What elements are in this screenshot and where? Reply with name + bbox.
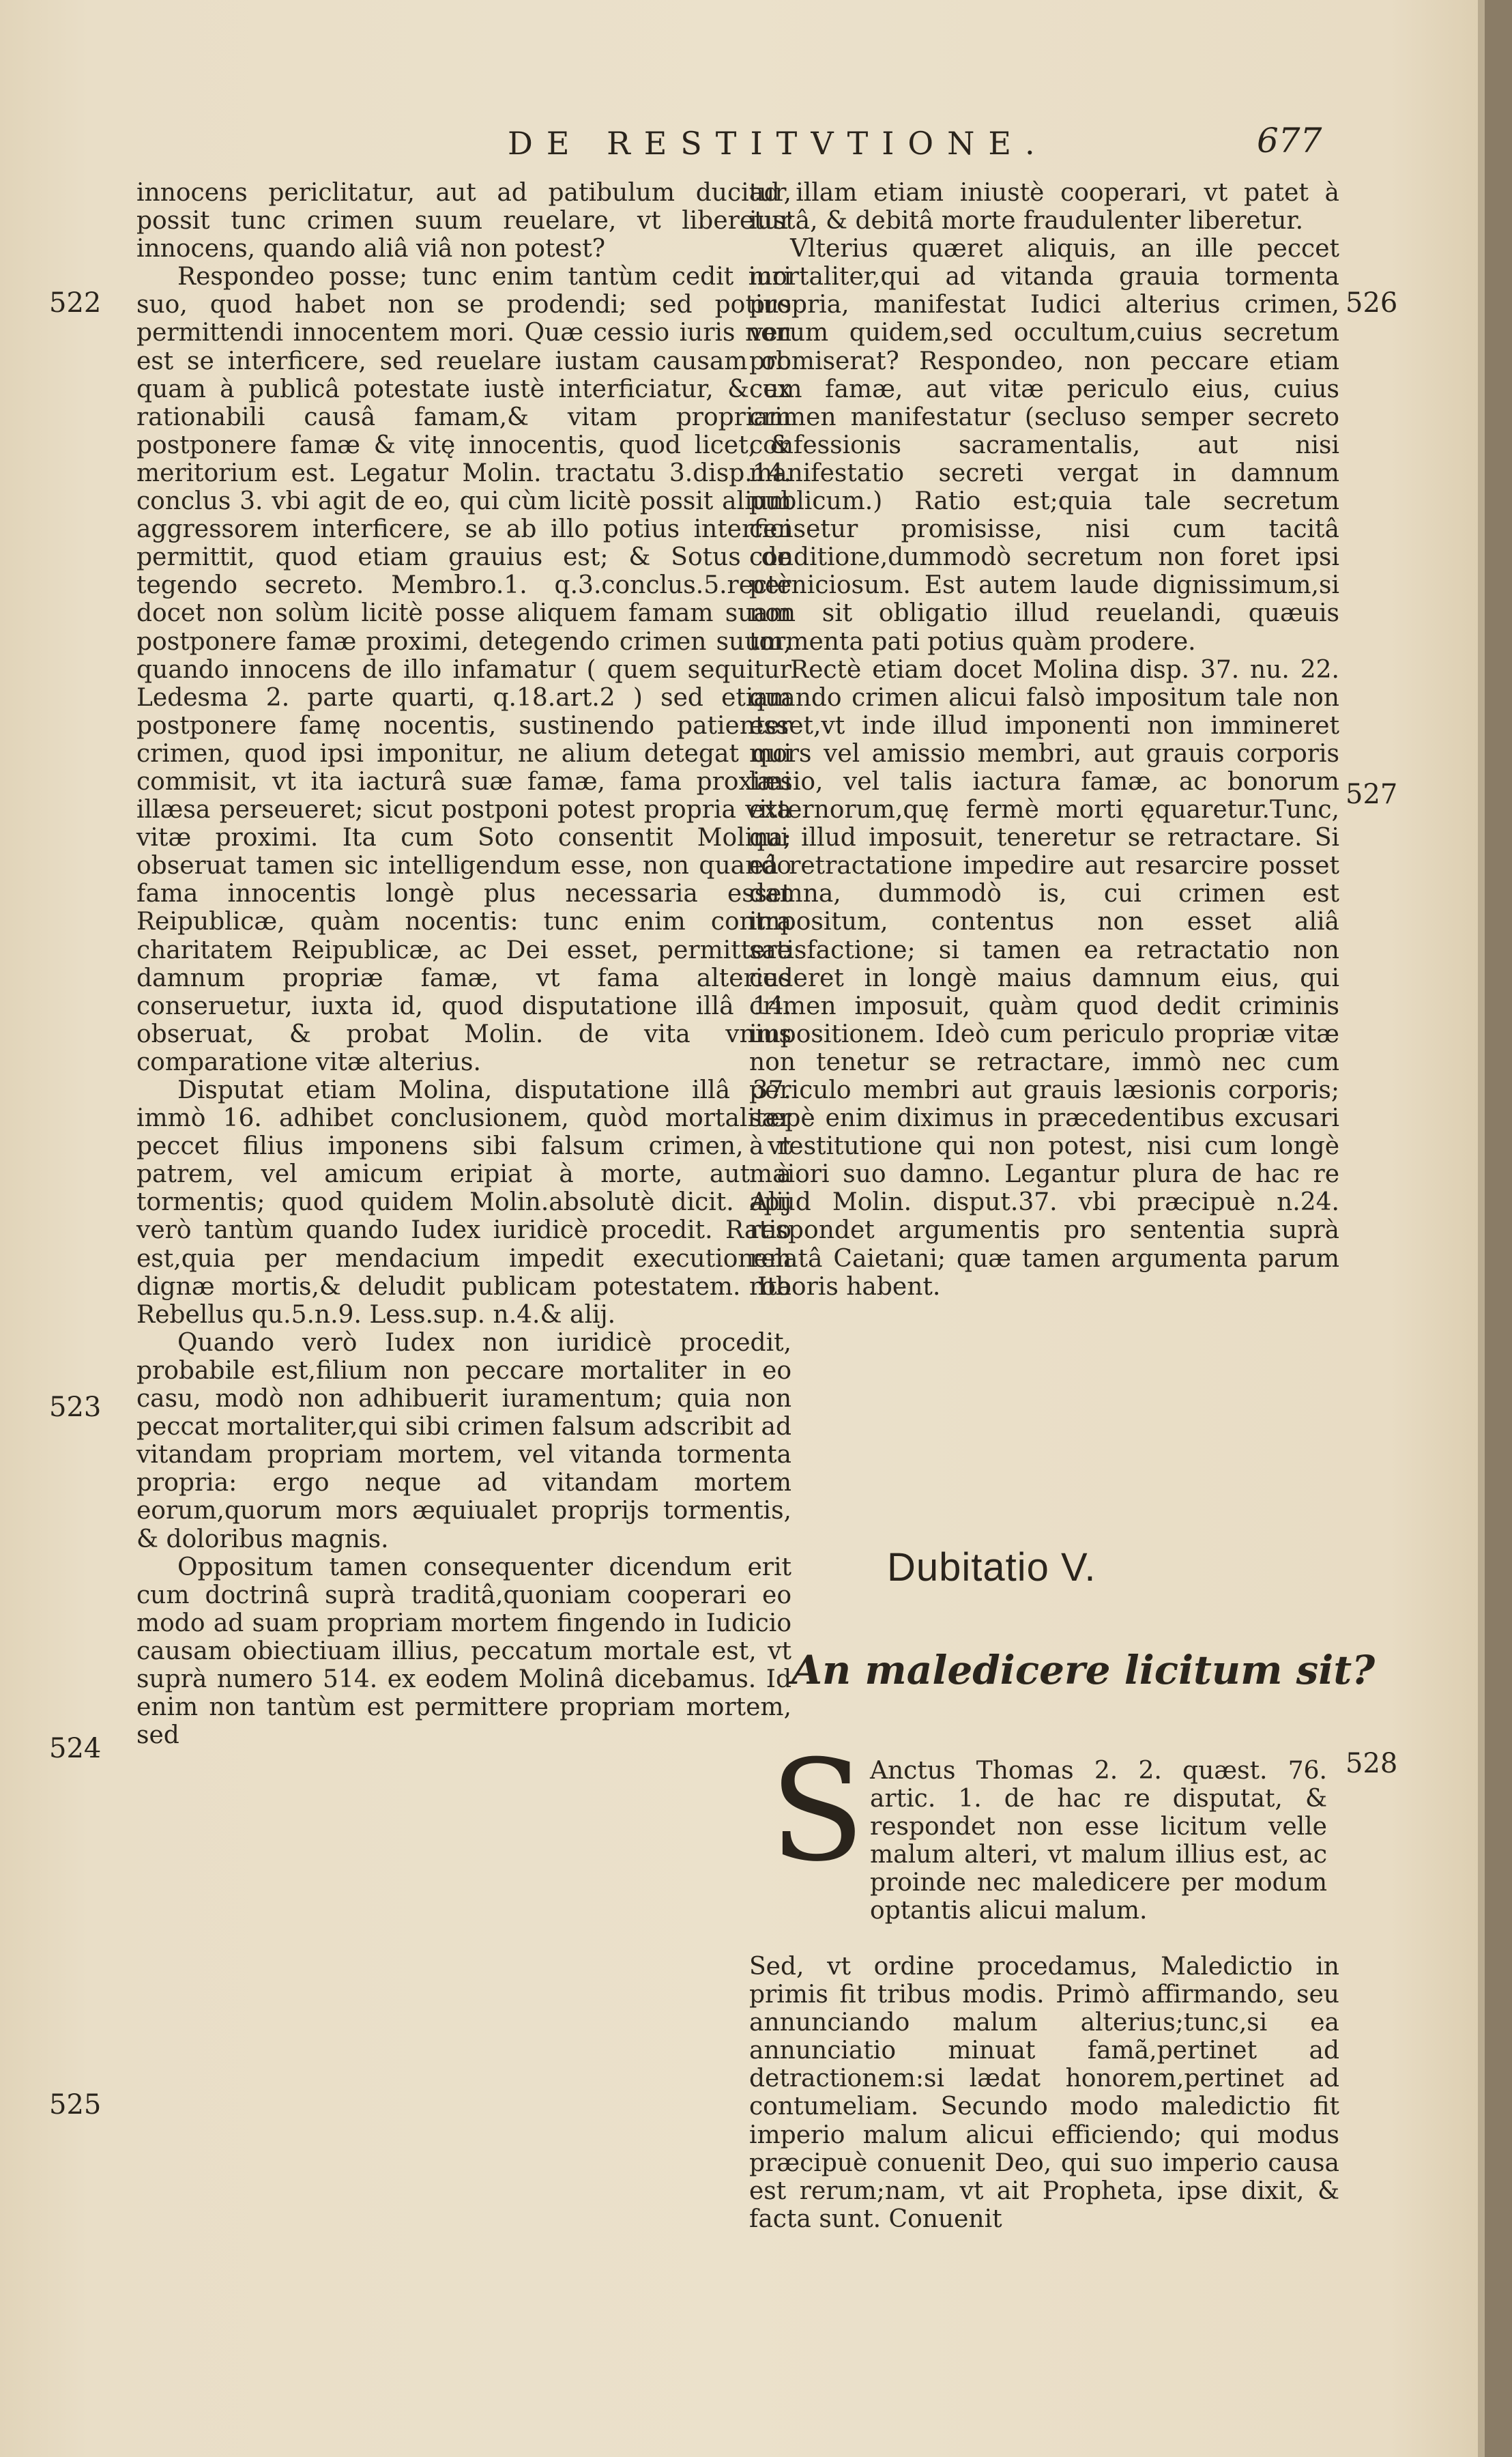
paragraph: Anctus Thomas 2. 2. quæst. 76. artic. 1. de hac re disputat, & respondet non esse licitum velle malum alteri, vt malum illius est, ac proinde nec maledicere per modum optantis alicui malum. — [870, 1757, 1327, 1925]
paragraph: Respondeo posse; tunc enim tantùm cedit iuri suo, quod habet non se prodendi; sed potius permittendi innocentem mori. Quæ cessio iuris non est se interficere, sed reuelare iustam causam ob quam à publicâ potestate iustè interficiatur, & ex rationabili causâ famam,& vitam propriam postponere famæ & vitę innocentis, quod licet, & meritorium est. Legatur Molin. tractatu 3.disp.14. conclus 3. vbi agit de eo, qui cùm licitè possit alium aggressorem interficere, se ab illo potius interfici permittit, quod etiam grauius est; & Sotus de tegendo secreto. Membro.1. q.3.conclus.5.rectè docet non solùm licitè posse aliquem famam suam postponere famæ proximi, detegendo crimen suum, quando innocens de illo infamatur ( quem sequitur Ledesma 2. parte quarti, q.18.art.2 ) sed etiam postponere famę nocentis, sustinendo patienter crimen, quod ipsi imponitur, ne alium detegat qui commisit, vt ita iacturâ suæ famæ, fama proximi illæsa perseueret; sicut postponi potest propria vita vitæ proximi. Ita cum Soto consentit Molina; obseruat tamen sic intelligendum esse, non quando fama innocentis longè plus necessaria esset Reipublicæ, quàm nocentis: tunc enim contra charitatem Reipublicæ, ac Dei esset, permittere damnum propriæ famæ, vt fama alterius conseruetur, iuxta id, quod disputatione illâ 14. obseruat, & probat Molin. de vita vnius comparatione vitæ alterius. — [136, 263, 791, 1076]
margin-number: 525 — [49, 2089, 102, 2121]
page-edge — [1478, 0, 1512, 2457]
section-question: An maledicere licitum sit? — [791, 1647, 1376, 1693]
margin-number: 524 — [49, 1733, 102, 1764]
page-number: 677 — [1257, 121, 1322, 160]
drop-cap: S — [770, 1731, 865, 1893]
margin-number: 527 — [1346, 779, 1398, 810]
paragraph: Oppositum tamen consequenter dicendum erit cum doctrinâ suprà traditâ,quoniam cooperari eo modo ad suam propriam mortem fingendo in Iudicio causam obiectiuam illius, peccatum mortale est, vt suprà numero 514. ex eodem Molinâ dicebamus. Id enim non tantùm est permittere propriam mortem, sed — [136, 1553, 791, 1750]
margin-number: 523 — [49, 1392, 102, 1423]
paragraph: ad illam etiam iniustè cooperari, vt patet à iustâ, & debitâ morte fraudulenter liberetur. — [749, 179, 1339, 235]
first-paragraph-rest — [749, 1953, 1339, 2233]
first-paragraph-lead — [870, 1757, 1327, 1925]
running-title: DE RESTITVTIONE. — [508, 125, 1049, 162]
right-column — [749, 179, 1339, 1301]
left-column — [136, 179, 791, 1749]
section-heading: Dubitatio V. — [887, 1545, 1096, 1590]
paragraph: Rectè etiam docet Molina disp. 37. nu. 22. quando crimen alicui falsò impositum tale non esset,vt inde illud imponenti non immineret mors vel amissio membri, aut grauis corporis læsio, vel talis iactura famæ, ac bonorum externorum,quę fermè morti ęquaretur.Tunc, qui illud imposuit, teneretur se retractare. Si eâ retractatione impedire aut resarcire posset damna, dummodò is, cui crimen est impositum, contentus non esset aliâ satisfactione; si tamen ea retractatio non cederet in longè maius damnum eius, qui crimen imposuit, quàm quod dedit criminis impositionem. Ideò cum periculo propriæ vitæ non tenetur se retractare, immò nec cum periculo membri aut grauis læsionis corporis; sæpè enim diximus in præcedentibus excusari à restitutione qui non potest, nisi cum longè maiori suo damno. Legantur plura de hac re apud Molin. disput.37. vbi præcipuè n.24. respondet argumentis pro sententia suprà relatâ Caietani; quæ tamen argumenta parum roboris habent. — [749, 655, 1339, 1301]
paragraph: Quando verò Iudex non iuridicè procedit, probabile est,filium non peccare mortaliter in eo casu, modò non adhibuerit iuramentum; quia non peccat mortaliter,qui sibi crimen falsum adscribit ad vitandam propriam mortem, vel vitanda tormenta propria: ergo neque ad vitandam mortem eorum,quorum mors æquiualet proprijs tormentis, & doloribus magnis. — [136, 1328, 791, 1553]
margin-number: 526 — [1346, 287, 1398, 319]
paragraph: innocens periclitatur, aut ad patibulum ducitur, possit tunc crimen suum reuelare, vt liberetur innocens, quando aliâ viâ non potest? — [136, 179, 791, 263]
margin-number: 522 — [49, 287, 102, 319]
paragraph: Sed, vt ordine procedamus, Maledictio in primis fit tribus modis. Primò affirmando, seu annunciando malum alterius;tunc,si ea annunciatio minuat famã,pertinet ad detractionem:si lædat honorem,pertinet ad contumeliam. Secundo modo maledictio fit imperio malum alicui efficiendo; qui modus præcipuè conuenit Deo, qui suo imperio causa est rerum;nam, vt ait Propheta, ipse dixit, & facta sunt. Conuenit — [749, 1953, 1339, 2233]
paragraph: Vlterius quæret aliquis, an ille peccet mortaliter,qui ad vitanda grauia tormenta propria, manifestat Iudici alterius crimen, verum quidem,sed occultum,cuius secretum promiserat? Respondeo, non peccare etiam cum famæ, aut vitæ periculo eius, cuius crimen manifestatur (secluso semper secreto confessionis sacramentalis, aut nisi manifestatio secreti vergat in damnum publicum.) Ratio est;quia tale secretum censetur promisisse, nisi cum tacitâ conditione,dummodò secretum non foret ipsi perniciosum. Est autem laude dignissimum,si non sit obligatio illud reuelandi, quæuis tormenta pati potius quàm prodere. — [749, 235, 1339, 656]
margin-number: 528 — [1346, 1748, 1398, 1779]
paragraph: Disputat etiam Molina, disputatione illâ 37. immò 16. adhibet conclusionem, quòd mortaliter peccet filius imponens sibi falsum crimen, vt patrem, vel amicum eripiat à morte, aut à tormentis; quod quidem Molin.absolutè dicit. Alij verò tantùm quando Iudex iuridicè procedit. Ratio est,quia per mendacium impedit executionem dignæ mortis,& deludit publicam potestatem. Ita Rebellus qu.5.n.9. Less.sup. n.4.& alij. — [136, 1076, 791, 1329]
